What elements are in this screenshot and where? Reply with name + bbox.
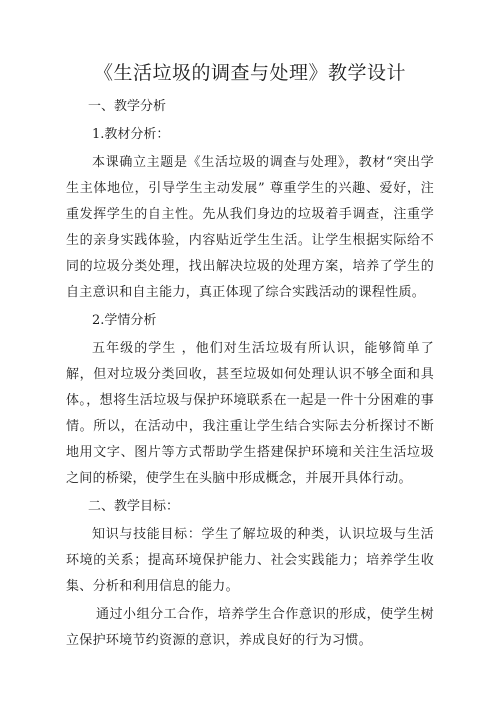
document-title: 《生活垃圾的调查与处理》教学设计: [93, 62, 406, 84]
paragraph-student-analysis: 五年级的学生 ，他们对生活垃圾有所认识，能够简单了解，但对垃圾分类回收，甚至垃圾如何处理认识不够全面和具体。，想将生活垃圾与保护环境联系在一起是一件十分困难的事情。所以，在活动中，我注重让学生结合实际去分析探讨不断地用文字、图片等方式帮助学生搭建保护环境和关注生活垃圾之间的桥梁，使学生在头脑中形成概念，并展开具体行动。: [66, 341, 434, 486]
paragraph-cooperation-goals: 通过小组分工合作，培养学生合作意识的形成，使学生树立保护环境节约资源的意识，养成良好的行为习惯。: [66, 607, 434, 648]
subheading-student-analysis: 2.学情分析: [92, 313, 157, 328]
subheading-textbook-analysis: 1.教材分析：: [92, 127, 170, 142]
paragraph-knowledge-goals: 知识与技能目标：学生了解垃圾的种类，认识垃圾与生活环境的关系；提高环境保护能力、社会实践能力；培养学生收集、分析和利用信息的能力。: [66, 527, 434, 594]
section-heading-goals: 二、教学目标：: [88, 499, 180, 514]
section-heading-analysis: 一、教学分析: [88, 99, 167, 114]
paragraph-textbook-analysis: 本课确立主题是《生活垃圾的调查与处理》，教材“突出学生主体地位，引导学生主动发展” 尊重学生的兴趣、爱好，注重发挥学生的自主性。先从我们身边的垃圾着手调查，注重学生的亲身实践体验，内容贴近学生生活。让学生根据实际给不同的垃圾分类处理，找出解决垃圾的处理方案，培养了学生的自主意识和自主能力，真正体现了综合实践活动的课程性质。: [66, 155, 434, 300]
